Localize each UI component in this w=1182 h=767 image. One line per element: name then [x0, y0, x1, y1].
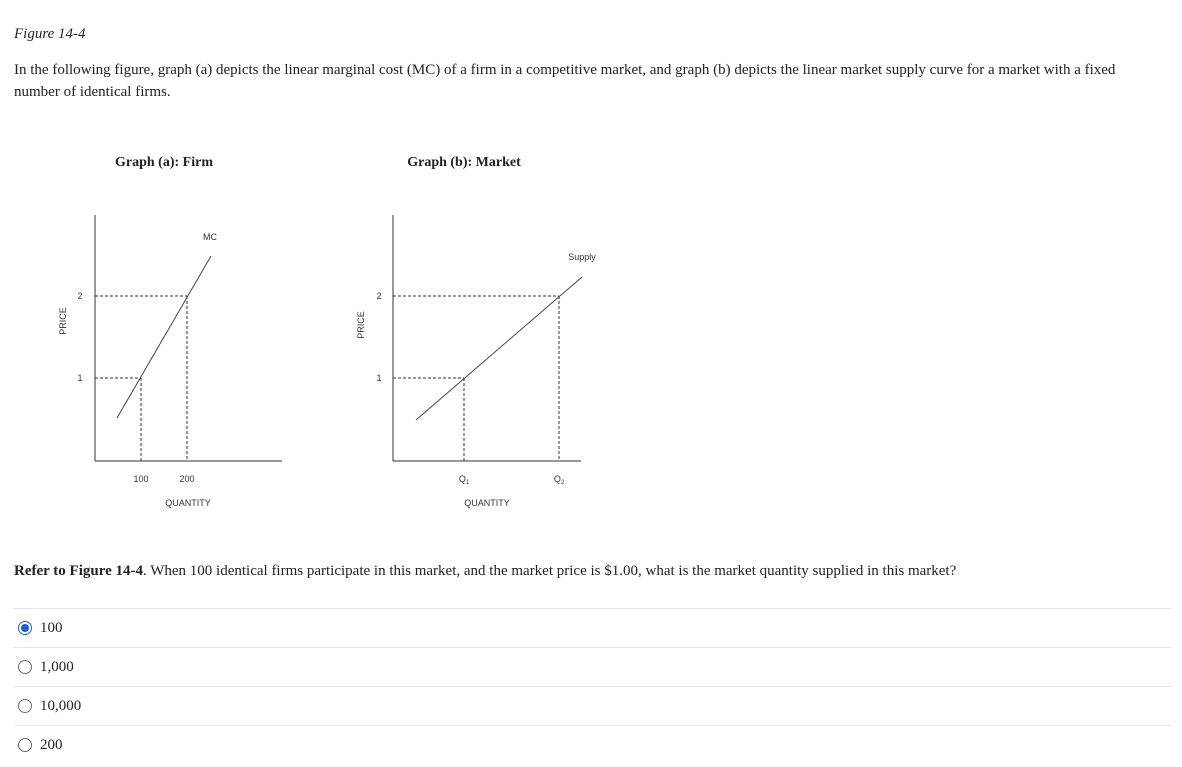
- graph-b-y-tick-1: 1: [376, 373, 382, 383]
- question-body: . When 100 identical firms participate in this market, and the market price is $1.00, what is the market quantity supplied in this market?: [143, 563, 957, 579]
- graph-b-x-tick-q1: [459, 474, 470, 486]
- answer-label-100: 100: [40, 619, 63, 636]
- graph-b-x-tick-q1-main: Q: [458, 474, 466, 484]
- answer-label-10000: 10,000: [40, 697, 82, 714]
- graph-a-mc-curve: [117, 256, 211, 418]
- graph-b-curve-label: Supply: [568, 252, 596, 262]
- answer-label-200: 200: [40, 736, 63, 753]
- graph-a-x-label: QUANTITY: [165, 498, 211, 508]
- graph-b-x-label: QUANTITY: [464, 498, 510, 508]
- graph-b-x-tick-q2-sub: 2: [560, 480, 565, 486]
- figure-description: In the following figure, graph (a) depicts the linear marginal cost (MC) of a firm in a competitive market, and graph (b) depicts the linear market supply curve for a market with a fixed number of identical firms.: [14, 62, 1116, 100]
- radio-button-100[interactable]: [18, 621, 32, 635]
- graph-a-title: Graph (a): Firm: [115, 155, 213, 170]
- graph-a-x-tick-100: 100: [133, 474, 149, 484]
- answer-option-1000[interactable]: [14, 648, 1171, 687]
- graph-b-x-tick-q2: [554, 474, 565, 486]
- graph-a-y-tick-2: 2: [77, 291, 83, 301]
- question-text: [14, 563, 1164, 580]
- graph-b-y-label: PRICE: [356, 311, 366, 339]
- graph-b-x-tick-q1-sub: 1: [465, 480, 470, 486]
- answer-option-200[interactable]: [14, 726, 1171, 764]
- graph-b-supply-curve: [416, 277, 582, 420]
- radio-button-200[interactable]: [18, 738, 32, 752]
- answer-option-100[interactable]: [14, 609, 1171, 648]
- graph-a-x-tick-200: 200: [179, 474, 195, 484]
- radio-button-1000[interactable]: [18, 660, 32, 674]
- graph-b-market: [356, 155, 596, 508]
- graph-a-curve-label: MC: [203, 232, 217, 242]
- question-figure-ref: Refer to Figure 14-4: [14, 563, 143, 579]
- graph-a-y-label: PRICE: [58, 307, 68, 335]
- figure-title: Figure 14-4: [14, 26, 86, 42]
- graph-b-y-tick-2: 2: [376, 291, 382, 301]
- radio-button-10000[interactable]: [18, 699, 32, 713]
- graph-a-y-tick-1: 1: [77, 373, 83, 383]
- graph-b-x-tick-q2-main: Q: [553, 474, 561, 484]
- answer-options: [14, 608, 1171, 764]
- figure-graphs: [0, 140, 1182, 520]
- graph-b-title: Graph (b): Market: [407, 155, 521, 170]
- answer-label-1000: 1,000: [40, 658, 74, 675]
- graph-a-firm: [58, 155, 282, 508]
- answer-option-10000[interactable]: [14, 687, 1171, 726]
